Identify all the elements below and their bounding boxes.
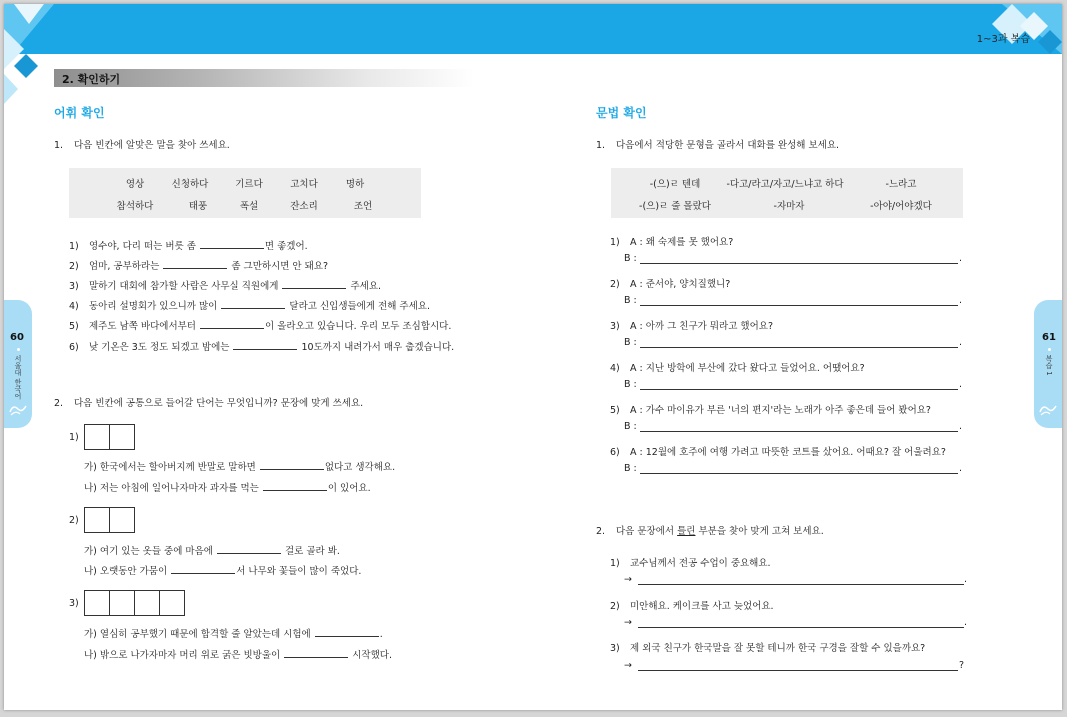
dot-divider bbox=[1048, 348, 1051, 351]
line-end-punct: . bbox=[964, 574, 968, 585]
arrow-icon: → bbox=[624, 574, 632, 585]
grammar-q2-instruction: 2. 다음 문장에서 틀린 부분을 찾아 맞게 고쳐 보세요. bbox=[596, 526, 824, 537]
word-bank-row bbox=[69, 176, 421, 196]
answer-blank[interactable] bbox=[315, 627, 379, 637]
dialogue-b-label: B : bbox=[624, 253, 637, 264]
word-bank-item: 폭설 bbox=[239, 201, 259, 212]
answer-line[interactable] bbox=[640, 346, 958, 348]
vocab-q2-group-number: 1) bbox=[69, 432, 79, 443]
dialogue-b-label: B : bbox=[624, 295, 637, 306]
grammar-q1-item-5: 5) A : 가수 마이유가 부른 '너의 편지'라는 노래가 아주 좋은데 들어 봤어요? bbox=[610, 405, 931, 416]
page-number-right: 61 bbox=[1042, 332, 1056, 343]
answer-line[interactable] bbox=[640, 472, 958, 474]
section-title: 2. 확인하기 bbox=[62, 73, 121, 86]
pattern-item: -자마자 bbox=[773, 201, 805, 212]
line-end-punct: . bbox=[959, 253, 963, 264]
answer-blank[interactable] bbox=[221, 299, 285, 309]
line-end-punct: . bbox=[959, 463, 963, 474]
answer-line[interactable] bbox=[638, 583, 964, 585]
vocab-q1-item-1: 1) 영수야, 다리 떠는 버릇 좀 면 좋겠어. bbox=[69, 241, 308, 252]
vocab-q1-instruction: 1. 다음 빈칸에 알맞은 말을 찾아 쓰세요. bbox=[54, 140, 230, 151]
grammar-q1-item-3: 3) A : 아까 그 친구가 뭐라고 했어요? bbox=[610, 321, 773, 332]
word-bank-item: 영상 bbox=[125, 179, 145, 190]
dialogue-b-label: B : bbox=[624, 421, 637, 432]
arrow-icon: → bbox=[624, 617, 632, 628]
letter-boxes[interactable] bbox=[84, 424, 134, 450]
vocab-q2-sentence: 가) 여기 있는 옷들 중에 마음에 걸로 골라 봐. bbox=[84, 546, 340, 557]
line-end-punct: ? bbox=[959, 660, 965, 671]
textbook-spread bbox=[4, 4, 1062, 710]
pattern-bank-box bbox=[611, 168, 963, 218]
answer-line[interactable] bbox=[640, 430, 958, 432]
vocab-q2-sentence: 나) 저는 아침에 일어나자마자 과자를 먹는 이 있어요. bbox=[84, 483, 371, 494]
word-bank-item: 명하 bbox=[345, 179, 365, 190]
book-title-vertical: 서울대 한국어 bbox=[14, 355, 22, 400]
dialogue-b-label: B : bbox=[624, 463, 637, 474]
word-bank-item: 태풍 bbox=[188, 201, 208, 212]
page-tab-left bbox=[4, 300, 32, 428]
word-bank-row bbox=[69, 198, 421, 218]
section-bar bbox=[54, 69, 474, 87]
arrow-icon: → bbox=[624, 660, 632, 671]
grammar-q1-item-4: 4) A : 지난 방학에 부산에 갔다 왔다고 들었어요. 어땠어요? bbox=[610, 363, 865, 374]
answer-blank[interactable] bbox=[260, 460, 324, 470]
vocab-q2-sentence: 나) 오랫동안 가뭄이 서 나무와 꽃들이 많이 죽었다. bbox=[84, 566, 362, 577]
grammar-q2-item-1: 1) 교수님께서 전공 수업이 중요해요. bbox=[610, 558, 771, 569]
dialogue-b-label: B : bbox=[624, 337, 637, 348]
answer-blank[interactable] bbox=[200, 239, 264, 249]
word-bank-item: 참석하다 bbox=[116, 201, 154, 212]
answer-line[interactable] bbox=[638, 669, 958, 671]
corner-diamond-decoration-left bbox=[4, 4, 84, 104]
answer-line[interactable] bbox=[640, 304, 958, 306]
grammar-q1-instruction: 1. 다음에서 적당한 문형을 골라서 대화를 완성해 보세요. bbox=[596, 140, 840, 151]
underlined-word: 틀린 bbox=[677, 526, 696, 537]
letter-boxes[interactable] bbox=[84, 507, 134, 533]
word-bank-item: 고치다 bbox=[290, 179, 318, 190]
answer-blank[interactable] bbox=[163, 259, 227, 269]
line-end-punct: . bbox=[964, 617, 968, 628]
answer-blank[interactable] bbox=[282, 279, 346, 289]
letter-boxes[interactable] bbox=[84, 590, 184, 616]
vocab-q1-item-4: 4) 동아리 설명회가 있으니까 많이 달라고 신입생들에게 전해 주세요. bbox=[69, 301, 430, 312]
chapter-label-vertical: 복습 1 bbox=[1045, 355, 1053, 376]
vocab-check-title: 어휘 확인 bbox=[54, 106, 105, 120]
answer-blank[interactable] bbox=[263, 481, 327, 491]
vocab-q2-instruction: 2. 다음 빈칸에 공통으로 들어갈 단어는 무엇입니까? 문장에 맞게 쓰세요. bbox=[54, 398, 364, 409]
vocab-q1-item-3: 3) 말하기 대회에 참가할 사람은 사무실 직원에게 주세요. bbox=[69, 281, 382, 292]
dialogue-b-label: B : bbox=[624, 379, 637, 390]
answer-line[interactable] bbox=[640, 262, 958, 264]
word-bank-item: 조언 bbox=[353, 201, 373, 212]
word-bank-item: 신청하다 bbox=[171, 179, 209, 190]
answer-blank[interactable] bbox=[171, 564, 235, 574]
word-bank-item: 기르다 bbox=[235, 179, 263, 190]
grammar-q2-item-3: 3) 제 외국 친구가 한국말을 잘 못할 테니까 한국 구경을 잘할 수 있을까요? bbox=[610, 643, 926, 654]
line-end-punct: . bbox=[959, 421, 963, 432]
grammar-q2-item-2: 2) 미안해요. 케이크를 사고 늦었어요. bbox=[610, 601, 774, 612]
answer-blank[interactable] bbox=[217, 544, 281, 554]
vocab-q1-item-6: 6) 낮 기온은 3도 정도 되겠고 밤에는 10도까지 내려가서 매우 춥겠습니다. bbox=[69, 342, 455, 353]
grammar-q1-item-2: 2) A : 준서야, 양치질했니? bbox=[610, 279, 731, 290]
answer-blank[interactable] bbox=[233, 340, 297, 350]
pattern-item: -(으)ㄹ 줄 몰랐다 bbox=[639, 201, 711, 212]
pattern-item: -아야/어야겠다 bbox=[870, 201, 932, 212]
answer-line[interactable] bbox=[640, 388, 958, 390]
dot-divider bbox=[17, 348, 20, 351]
page-number-left: 60 bbox=[10, 332, 24, 343]
cloud-swirl-icon bbox=[1038, 402, 1058, 416]
page-tab-right bbox=[1034, 300, 1062, 428]
vocab-q2-group-number: 3) bbox=[69, 598, 79, 609]
unit-title: 1~3과 복습 bbox=[976, 34, 1030, 45]
pattern-item: -(으)ㄹ 텐데 bbox=[649, 179, 701, 190]
grammar-q1-item-6: 6) A : 12월에 호주에 여행 가려고 따뜻한 코트를 샀어요. 어때요? 잘 어울려요? bbox=[610, 447, 946, 458]
line-end-punct: . bbox=[959, 379, 963, 390]
vocab-q2-sentence: 가) 한국에서는 할아버지께 반말로 말하면 없다고 생각해요. bbox=[84, 462, 396, 473]
answer-line[interactable] bbox=[638, 626, 964, 628]
vocab-q1-item-2: 2) 엄마, 공부하라는 좀 그만하시면 안 돼요? bbox=[69, 261, 329, 272]
vocab-q2-sentence: 나) 밖으로 나가자마자 머리 위로 굵은 빗방울이 시작했다. bbox=[84, 650, 392, 661]
pattern-bank-row bbox=[611, 198, 963, 218]
pattern-item: -다고/라고/자고/느냐고 하다 bbox=[726, 179, 844, 190]
line-end-punct: . bbox=[959, 337, 963, 348]
word-bank-item: 잔소리 bbox=[290, 201, 318, 212]
vocab-q2-group-number: 2) bbox=[69, 515, 79, 526]
cloud-swirl-icon bbox=[8, 402, 28, 416]
header-bar bbox=[4, 4, 1062, 54]
pattern-bank-row bbox=[611, 176, 963, 196]
grammar-q1-item-1: 1) A : 왜 숙제를 못 했어요? bbox=[610, 237, 734, 248]
answer-blank[interactable] bbox=[200, 319, 264, 329]
vocab-q1-item-5: 5) 제주도 남쪽 바다에서부터 이 올라오고 있습니다. 우리 모두 조심합시다. bbox=[69, 321, 452, 332]
word-bank-box bbox=[69, 168, 421, 218]
answer-blank[interactable] bbox=[284, 648, 348, 658]
line-end-punct: . bbox=[959, 295, 963, 306]
vocab-q2-sentence: 가) 열심히 공부했기 때문에 합격할 줄 알았는데 시험에 . bbox=[84, 629, 383, 640]
grammar-check-title: 문법 확인 bbox=[596, 106, 647, 120]
pattern-item: -느라고 bbox=[885, 179, 917, 190]
